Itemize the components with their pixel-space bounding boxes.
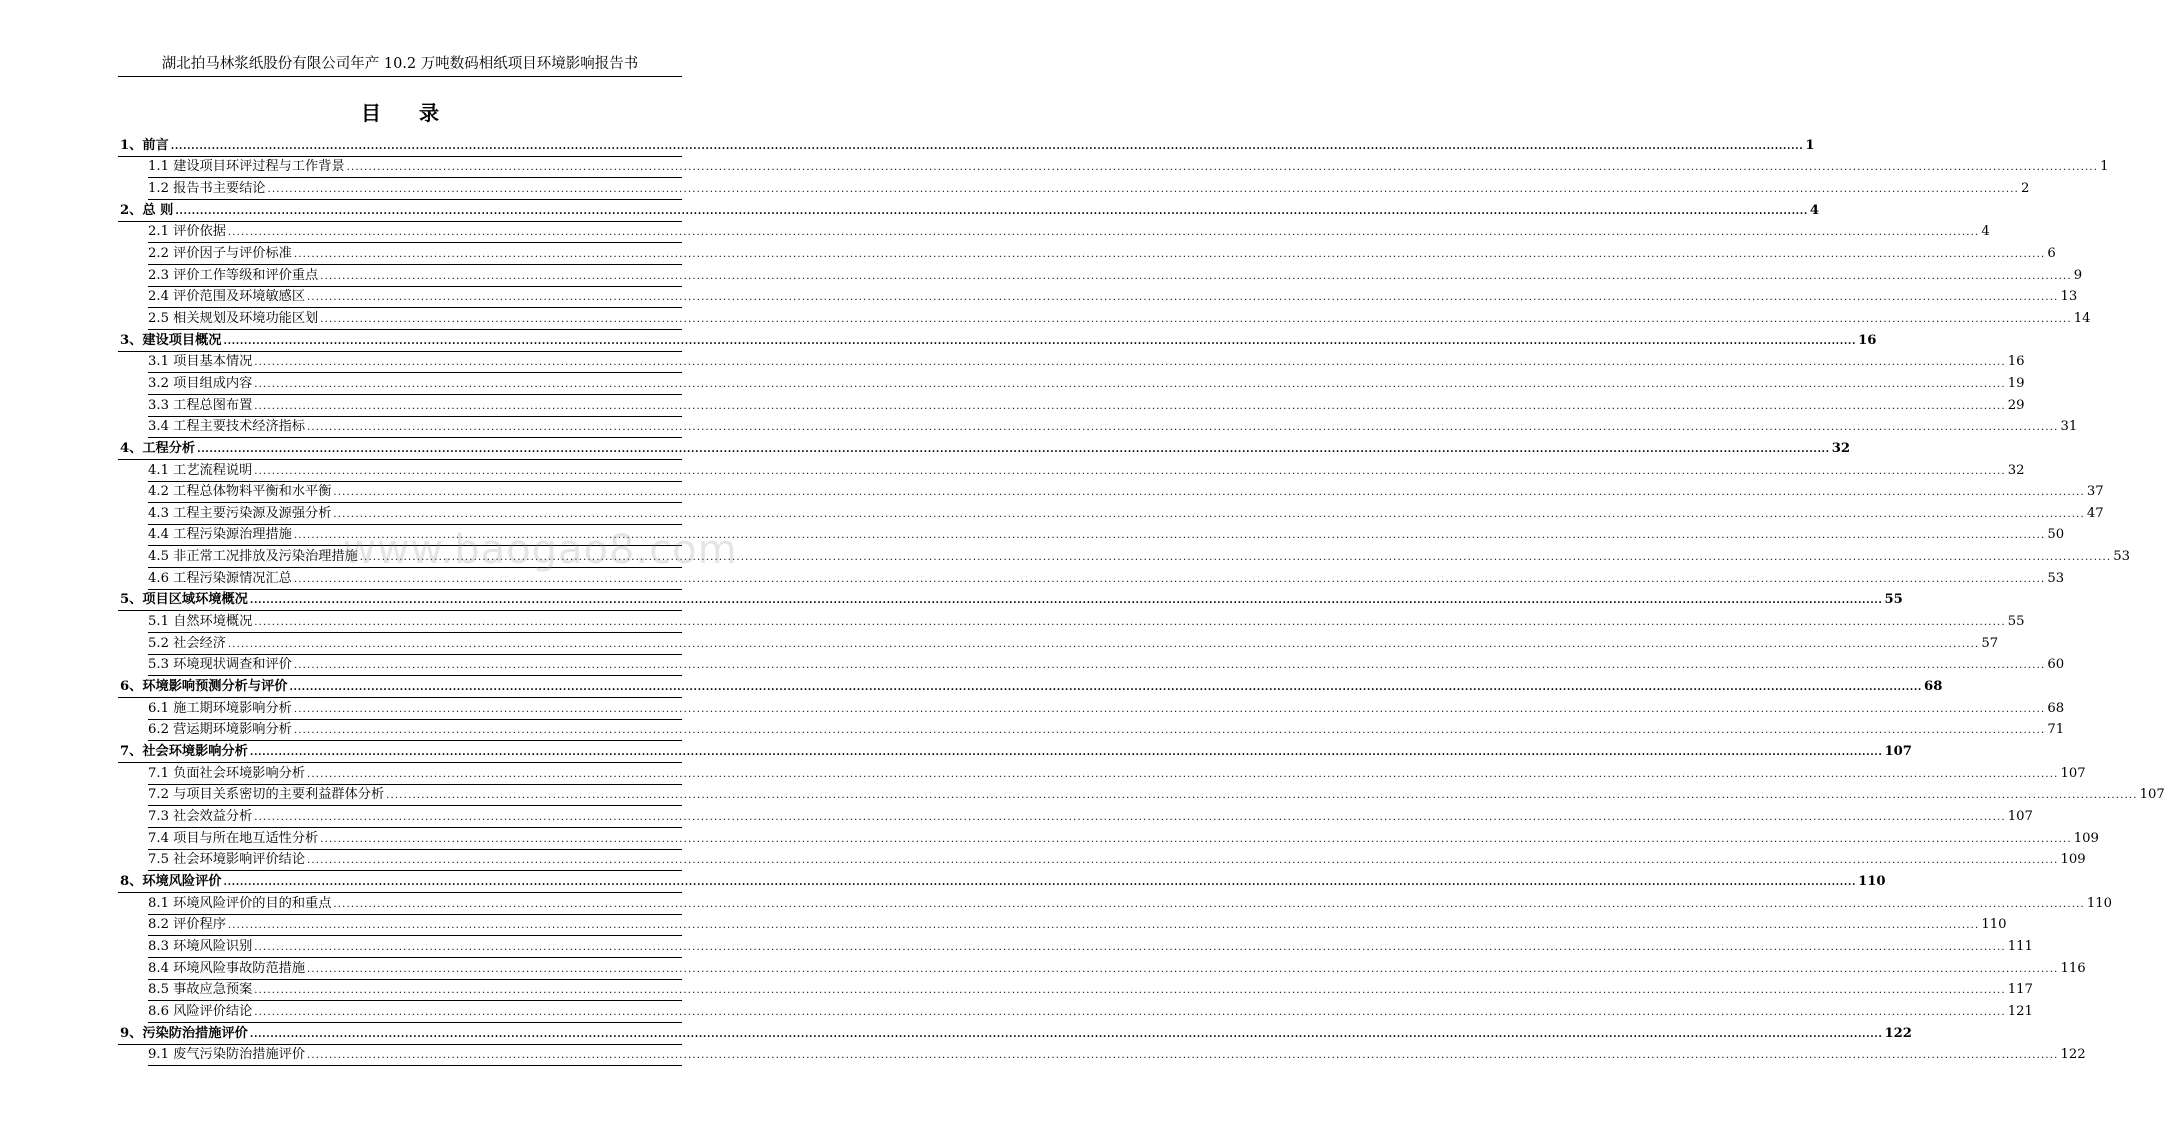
toc-leader-dots: ................................................................................................................................................................................................................................................................................................................................................................................................................ (254, 985, 2006, 997)
toc-entry-label: 8.4 环境风险事故防范措施 (148, 960, 306, 976)
toc-entry-page-number: 1 (2100, 159, 2109, 175)
toc-entry-label: 1、前言 (120, 137, 169, 153)
toc-section-entry[interactable] (148, 178, 2030, 200)
toc-leader-dots: ................................................................................................................................................................................................................................................................................................................................................................................................................ (307, 855, 2059, 867)
toc-section-entry[interactable] (148, 806, 2033, 828)
toc-section-entry[interactable] (148, 720, 2065, 742)
toc-entry-label: 5.2 社会经济 (148, 635, 226, 651)
toc-entry-label: 4.3 工程主要污染源及源强分析 (148, 505, 332, 521)
toc-entry-page-number: 107 (2139, 787, 2165, 803)
toc-entry-page-number: 109 (2060, 852, 2086, 868)
toc-entry-page-number: 110 (1858, 873, 1886, 889)
toc-entry-label: 7.4 项目与所在地互适性分析 (148, 830, 319, 846)
toc-chapter-entry[interactable] (118, 741, 1912, 763)
toc-entry-label: 7.2 与项目关系密切的主要利益群体分析 (148, 787, 385, 803)
toc-leader-dots: ................................................................................................................................................................................................................................................................................................................................................................................................................ (254, 941, 2006, 953)
toc-section-entry[interactable] (148, 980, 2033, 1002)
toc-entry-label: 8.3 环境风险识别 (148, 938, 253, 954)
toc-chapter-entry[interactable] (118, 590, 1903, 612)
toc-entry-page-number: 122 (1884, 1025, 1912, 1041)
toc-section-entry[interactable] (148, 546, 2131, 568)
toc-leader-dots: ................................................................................................................................................................................................................................................................................................................................................................................................................ (227, 227, 1980, 239)
toc-entry-label: 9.1 废气污染防治措施评价 (148, 1047, 306, 1063)
toc-section-entry[interactable] (148, 568, 2065, 590)
toc-entry-page-number: 9 (2073, 267, 2083, 283)
toc-entry-label: 5.1 自然环境概况 (148, 614, 253, 630)
toc-entry-label: 4、工程分析 (120, 440, 196, 456)
table-of-contents (118, 135, 2165, 1066)
toc-section-entry[interactable] (148, 482, 2104, 504)
toc-leader-dots: ................................................................................................................................................................................................................................................................................................................................................................................................................ (307, 422, 2059, 434)
toc-section-entry[interactable] (148, 698, 2065, 720)
toc-entry-page-number: 55 (1884, 592, 1903, 608)
toc-chapter-entry[interactable] (118, 200, 1820, 222)
toc-entry-label: 4.6 工程污染源情况汇总 (148, 570, 292, 586)
toc-entry-page-number: 6 (2047, 245, 2056, 261)
toc-section-entry[interactable] (148, 373, 2025, 395)
toc-leader-dots: ................................................................................................................................................................................................................................................................................................................................................................................................................ (359, 552, 2112, 564)
toc-entry-label: 2.5 相关规划及环境功能区划 (148, 310, 319, 326)
toc-entry-label: 9、污染防治措施评价 (120, 1025, 248, 1041)
toc-entry-page-number: 116 (2060, 960, 2086, 976)
toc-section-entry[interactable] (148, 417, 2078, 439)
toc-leader-dots: ................................................................................................................................................................................................................................................................................................................................................................................................................ (227, 920, 1980, 932)
toc-entry-page-number: 4 (1809, 202, 1820, 218)
toc-entry-page-number: 53 (2113, 549, 2131, 565)
toc-leader-dots: ................................................................................................................................................................................................................................................................................................................................................................................................................ (249, 747, 1883, 759)
toc-section-entry[interactable] (148, 157, 2109, 179)
toc-leader-dots: ................................................................................................................................................................................................................................................................................................................................................................................................................ (293, 530, 2046, 542)
toc-entry-label: 7、社会环境影响分析 (120, 744, 248, 760)
toc-section-entry[interactable] (148, 503, 2104, 525)
toc-entry-label: 2.3 评价工作等级和评价重点 (148, 267, 319, 283)
toc-leader-dots: ................................................................................................................................................................................................................................................................................................................................................................................................................ (293, 573, 2046, 585)
toc-entry-page-number: 55 (2007, 614, 2025, 630)
toc-entry-label: 1.1 建设项目环评过程与工作背景 (148, 159, 345, 175)
toc-section-entry[interactable] (148, 395, 2025, 417)
toc-leader-dots: ................................................................................................................................................................................................................................................................................................................................................................................................................ (293, 703, 2046, 715)
page-header: 湖北拍马林浆纸股份有限公司年产 10.2 万吨数码相纸项目环境影响报告书 (118, 52, 682, 77)
toc-leader-dots: ................................................................................................................................................................................................................................................................................................................................................................................................................ (307, 1050, 2059, 1062)
toc-entry-label: 2.1 评价依据 (148, 224, 226, 240)
toc-entry-label: 3.2 项目组成内容 (148, 375, 253, 391)
toc-leader-dots: ................................................................................................................................................................................................................................................................................................................................................................................................................ (249, 595, 1883, 607)
toc-entry-label: 2.4 评价范围及环境敏感区 (148, 289, 306, 305)
toc-entry-label: 6.2 营运期环境影响分析 (148, 722, 292, 738)
toc-chapter-entry[interactable] (118, 1023, 1912, 1045)
toc-leader-dots: ................................................................................................................................................................................................................................................................................................................................................................................................................ (307, 963, 2059, 975)
toc-entry-page-number: 68 (1924, 679, 1943, 695)
toc-entry-label: 8、环境风险评价 (120, 873, 222, 889)
toc-leader-dots: ................................................................................................................................................................................................................................................................................................................................................................................................................ (227, 638, 1980, 650)
toc-leader-dots: ................................................................................................................................................................................................................................................................................................................................................................................................................ (333, 508, 2085, 520)
toc-section-entry[interactable] (148, 525, 2065, 547)
toc-entry-page-number: 121 (2007, 1003, 2033, 1019)
toc-section-entry[interactable] (148, 222, 1990, 244)
toc-leader-dots: ................................................................................................................................................................................................................................................................................................................................................................................................................ (254, 400, 2006, 412)
toc-section-entry[interactable] (148, 352, 2025, 374)
toc-chapter-entry[interactable] (118, 438, 1851, 460)
toc-entry-label: 3.4 工程主要技术经济指标 (148, 419, 306, 435)
toc-entry-page-number: 13 (2060, 289, 2078, 305)
toc-leader-dots: ................................................................................................................................................................................................................................................................................................................................................................................................................ (254, 465, 2006, 477)
toc-leader-dots: ................................................................................................................................................................................................................................................................................................................................................................................................................ (320, 833, 2072, 845)
toc-entry-page-number: 60 (2047, 657, 2065, 673)
toc-entry-page-number: 107 (2007, 809, 2033, 824)
toc-leader-dots: ................................................................................................................................................................................................................................................................................................................................................................................................................ (320, 313, 2072, 325)
toc-entry-page-number: 117 (2007, 982, 2033, 998)
toc-leader-dots: ................................................................................................................................................................................................................................................................................................................................................................................................................ (267, 183, 2019, 195)
toc-section-entry[interactable] (148, 308, 2091, 330)
toc-entry-page-number: 16 (1858, 332, 1877, 348)
toc-leader-dots: ................................................................................................................................................................................................................................................................................................................................................................................................................ (307, 768, 2059, 780)
toc-section-entry[interactable] (148, 828, 2099, 850)
toc-leader-dots: ................................................................................................................................................................................................................................................................................................................................................................................................................ (346, 162, 2099, 174)
toc-entry-page-number: 50 (2047, 527, 2065, 543)
toc-entry-page-number: 111 (2007, 938, 2033, 954)
toc-entry-label: 8.2 评价程序 (148, 917, 226, 933)
toc-entry-label: 5、项目区域环境概况 (120, 592, 248, 608)
toc-entry-label: 8.5 事故应急预案 (148, 982, 253, 998)
toc-entry-page-number: 32 (1831, 440, 1851, 456)
toc-entry-label: 2.2 评价因子与评价标准 (148, 245, 292, 261)
toc-entry-page-number: 29 (2007, 397, 2025, 413)
toc-entry-page-number: 68 (2047, 700, 2065, 716)
toc-section-entry[interactable] (148, 785, 2165, 807)
toc-entry-page-number: 71 (2047, 722, 2065, 738)
toc-entry-page-number: 19 (2007, 375, 2025, 391)
toc-entry-page-number: 4 (1981, 224, 1990, 240)
toc-entry-page-number: 1 (1805, 137, 1815, 153)
toc-section-entry[interactable] (148, 460, 2025, 482)
toc-entry-label: 6.1 施工期环境影响分析 (148, 700, 292, 716)
toc-entry-page-number: 53 (2047, 570, 2065, 586)
toc-leader-dots: ................................................................................................................................................................................................................................................................................................................................................................................................................ (307, 292, 2059, 304)
toc-entry-label: 7.5 社会环境影响评价结论 (148, 852, 306, 868)
toc-entry-page-number: 110 (2086, 895, 2113, 911)
toc-section-entry[interactable] (148, 958, 2086, 980)
toc-section-entry[interactable] (148, 1001, 2033, 1023)
toc-leader-dots: ................................................................................................................................................................................................................................................................................................................................................................................................................ (254, 617, 2006, 629)
toc-entry-page-number: 122 (2060, 1047, 2086, 1063)
toc-entry-label: 4.1 工艺流程说明 (148, 462, 253, 478)
toc-entry-label: 6、环境影响预测分析与评价 (120, 679, 288, 695)
toc-section-entry[interactable] (148, 936, 2033, 958)
toc-entry-label: 3.1 项目基本情况 (148, 354, 253, 370)
toc-entry-label: 5.3 环境现状调查和评价 (148, 657, 292, 673)
toc-entry-label: 4.4 工程污染源治理措施 (148, 527, 292, 543)
toc-chapter-entry[interactable] (118, 135, 1815, 157)
toc-leader-dots: ................................................................................................................................................................................................................................................................................................................................................................................................................ (249, 1028, 1883, 1040)
toc-leader-dots: ................................................................................................................................................................................................................................................................................................................................................................................................................ (289, 682, 1923, 694)
toc-entry-label: 3、建设项目概况 (120, 332, 222, 348)
toc-entry-label: 2、总 则 (120, 202, 174, 218)
toc-entry-label: 7.1 负面社会环境影响分析 (148, 765, 306, 781)
toc-leader-dots: ................................................................................................................................................................................................................................................................................................................................................................................................................ (386, 790, 2138, 802)
toc-entry-label: 7.3 社会效益分析 (148, 809, 253, 824)
toc-leader-dots: ................................................................................................................................................................................................................................................................................................................................................................................................................ (254, 378, 2006, 390)
toc-leader-dots: ................................................................................................................................................................................................................................................................................................................................................................................................................ (223, 335, 1857, 347)
toc-entry-page-number: 14 (2073, 310, 2091, 326)
toc-entry-page-number: 16 (2007, 354, 2025, 370)
toc-leader-dots: ................................................................................................................................................................................................................................................................................................................................................................................................................ (197, 443, 1830, 455)
toc-entry-label: 3.3 工程总图布置 (148, 397, 253, 413)
watermark: www.baogao8.com (343, 527, 738, 573)
toc-section-entry[interactable] (148, 287, 2078, 309)
toc-leader-dots: ................................................................................................................................................................................................................................................................................................................................................................................................................ (223, 876, 1857, 888)
page-title: 目录 (361, 101, 477, 125)
toc-section-entry[interactable] (148, 243, 2056, 265)
toc-section-entry[interactable] (148, 1045, 2086, 1067)
toc-section-entry[interactable] (148, 655, 2065, 677)
toc-entry-page-number: 47 (2086, 505, 2104, 521)
toc-leader-dots: ................................................................................................................................................................................................................................................................................................................................................................................................................ (293, 660, 2046, 672)
toc-section-entry[interactable] (148, 915, 2007, 937)
toc-leader-dots: ................................................................................................................................................................................................................................................................................................................................................................................................................ (254, 812, 2006, 823)
toc-entry-page-number: 32 (2007, 462, 2025, 478)
toc-entry-page-number: 2 (2020, 180, 2030, 196)
toc-entry-page-number: 37 (2086, 484, 2104, 500)
toc-leader-dots: ................................................................................................................................................................................................................................................................................................................................................................................................................ (293, 725, 2046, 737)
toc-entry-page-number: 110 (1981, 917, 2007, 933)
toc-chapter-entry[interactable] (118, 330, 1877, 352)
toc-entry-page-number: 109 (2073, 830, 2099, 846)
toc-leader-dots: ................................................................................................................................................................................................................................................................................................................................................................................................................ (175, 205, 1808, 217)
toc-section-entry[interactable] (148, 611, 2025, 633)
toc-leader-dots: ................................................................................................................................................................................................................................................................................................................................................................................................................ (333, 487, 2085, 499)
toc-leader-dots: ................................................................................................................................................................................................................................................................................................................................................................................................................ (320, 270, 2072, 282)
toc-entry-page-number: 31 (2060, 419, 2078, 435)
toc-leader-dots: ................................................................................................................................................................................................................................................................................................................................................................................................................ (333, 898, 2085, 910)
toc-section-entry[interactable] (148, 763, 2086, 785)
toc-leader-dots: ................................................................................................................................................................................................................................................................................................................................................................................................................ (254, 1006, 2006, 1018)
toc-entry-page-number: 57 (1981, 635, 1999, 651)
toc-section-entry[interactable] (148, 265, 2083, 287)
toc-section-entry[interactable] (148, 893, 2113, 915)
toc-section-entry[interactable] (148, 633, 1999, 655)
toc-entry-label: 1.2 报告书主要结论 (148, 180, 266, 196)
toc-chapter-entry[interactable] (118, 676, 1943, 698)
toc-entry-label: 4.5 非正常工况排放及污染治理措施 (148, 549, 358, 565)
toc-leader-dots: ................................................................................................................................................................................................................................................................................................................................................................................................................ (254, 357, 2006, 369)
toc-leader-dots: ................................................................................................................................................................................................................................................................................................................................................................................................................ (170, 140, 1804, 152)
toc-section-entry[interactable] (148, 850, 2086, 872)
toc-entry-page-number: 107 (2060, 765, 2086, 781)
toc-leader-dots: ................................................................................................................................................................................................................................................................................................................................................................................................................ (293, 248, 2046, 260)
toc-chapter-entry[interactable] (118, 871, 1886, 893)
toc-entry-page-number: 107 (1884, 744, 1912, 760)
toc-entry-label: 8.1 环境风险评价的目的和重点 (148, 895, 332, 911)
toc-entry-label: 4.2 工程总体物料平衡和水平衡 (148, 484, 332, 500)
toc-entry-label: 8.6 风险评价结论 (148, 1003, 253, 1019)
